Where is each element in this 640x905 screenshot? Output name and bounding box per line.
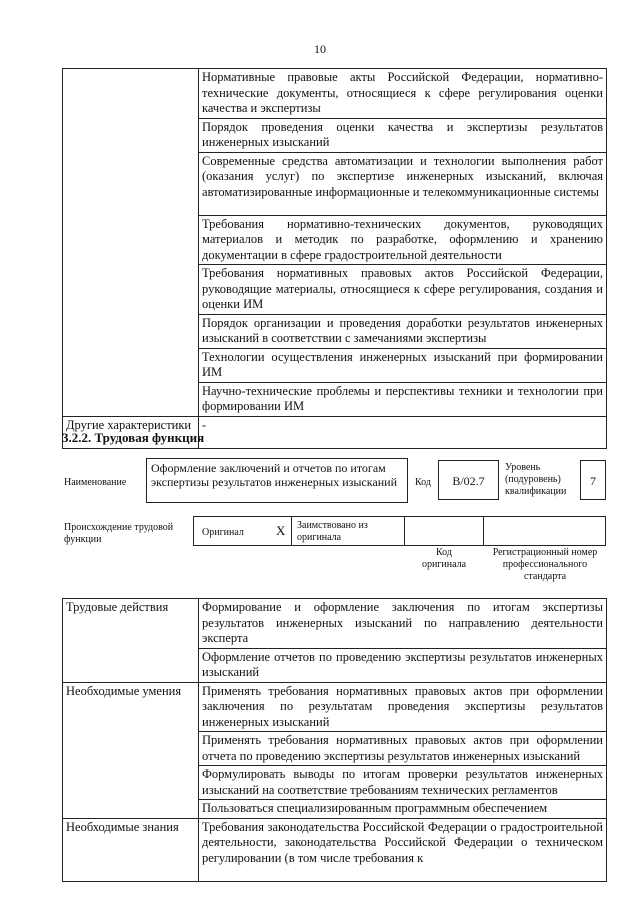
function-name-value: Оформление заключений и отчетов по итогам экспертизы результатов инженерных изысканий [151, 461, 397, 489]
knowledge-item: Порядок проведения оценки качества и экспертизы результатов инженерных изысканий [199, 118, 607, 152]
level-box [580, 460, 606, 500]
code-label: Код [415, 477, 431, 488]
code-value: B/02.7 [452, 474, 485, 488]
code-original-caption: Код оригинала [421, 547, 467, 570]
registration-number-caption: Регистрационный номер профессионального стандарта [492, 547, 598, 582]
action-item: Оформление отчетов по проведению экспертизы результатов инженерных изысканий [199, 648, 607, 682]
table-row [63, 599, 607, 649]
knowledge-item: Требования нормативных правовых актов Российской Федерации, руководящие материалы, относящиеся к сфере регулирования, создания и оценки ИМ [199, 265, 607, 315]
function-name-box [146, 458, 408, 503]
skill-item: Применять требования нормативных правовых актов при оформлении отчета по проведению экспертизы результатов инженерных изысканий [199, 732, 607, 766]
table-row [63, 69, 607, 119]
action-item: Формирование и оформление заключения по итогам экспертизы результатов инженерных изысканий по направлению деятельности эксперта [199, 599, 607, 649]
origin-box [193, 516, 606, 546]
function-details-table [62, 598, 607, 882]
skills-label: Необходимые умения [63, 682, 199, 818]
table-row [63, 682, 607, 732]
knowledge-item: Научно-технические проблемы и перспективы техники и технологии при формировании ИМ [199, 382, 607, 416]
knowledge-item: Современные средства автоматизации и технологии выполнения работ (оказания услуг) по экспертизе инженерных изысканий, включая автоматизированные информационные и телекоммуникационные системы [199, 152, 607, 215]
knowledge-item: Нормативные правовые акты Российской Федерации, нормативно-технические документы, относящиеся к сфере регулирования оценки качества и экспертизы [199, 69, 607, 119]
level-value: 7 [590, 474, 596, 488]
knowledge-item: Требования законодательства Российской Федерации о градостроительной деятельности, законодательства Российской Федерации о техническом регулировании (в том числе требования к [199, 818, 607, 881]
knowledge-item: Порядок организации и проведения доработки результатов инженерных изысканий в соответствии с замечаниями экспертизы [199, 314, 607, 348]
code-box [438, 460, 499, 500]
skill-item: Пользоваться специализированным программным обеспечением [199, 800, 607, 819]
original-label: Оригинал [202, 527, 244, 538]
knowledge-label: Необходимые знания [63, 818, 199, 881]
skill-item: Формулировать выводы по итогам проверки результатов инженерных изысканий на соответствие требованиям технических регламентов [199, 766, 607, 800]
knowledge-item: Требования нормативно-технических документов, руководящих материалов и методик по разработке, оформлению и хранению документации в сфере градостроительной деятельности [199, 215, 607, 265]
section-heading: 3.2.2. Трудовая функция [62, 430, 205, 445]
original-mark: X [276, 523, 286, 538]
divider [291, 517, 292, 545]
page-number: 10 [314, 42, 326, 56]
borrowed-label: Заимствовано из оригинала [297, 520, 368, 543]
table-row [63, 818, 607, 881]
other-characteristics-label: Другие характеристики [63, 416, 199, 448]
name-label: Наименование [64, 477, 127, 488]
actions-label: Трудовые действия [63, 599, 199, 683]
divider [483, 517, 484, 545]
origin-label: Происхождение трудовой функции [64, 522, 174, 545]
level-label: Уровень (подуровень) квалификации [505, 462, 567, 497]
knowledge-item: Технологии осуществления инженерных изысканий при формировании ИМ [199, 348, 607, 382]
other-characteristics-value: - [199, 416, 607, 448]
empty-label-cell [63, 69, 199, 417]
divider [404, 517, 405, 545]
skill-item: Применять требования нормативных правовых актов при оформлении заключения по результатам проведения экспертизы результатов инженерных изысканий [199, 682, 607, 732]
knowledge-table-continued [62, 68, 607, 449]
